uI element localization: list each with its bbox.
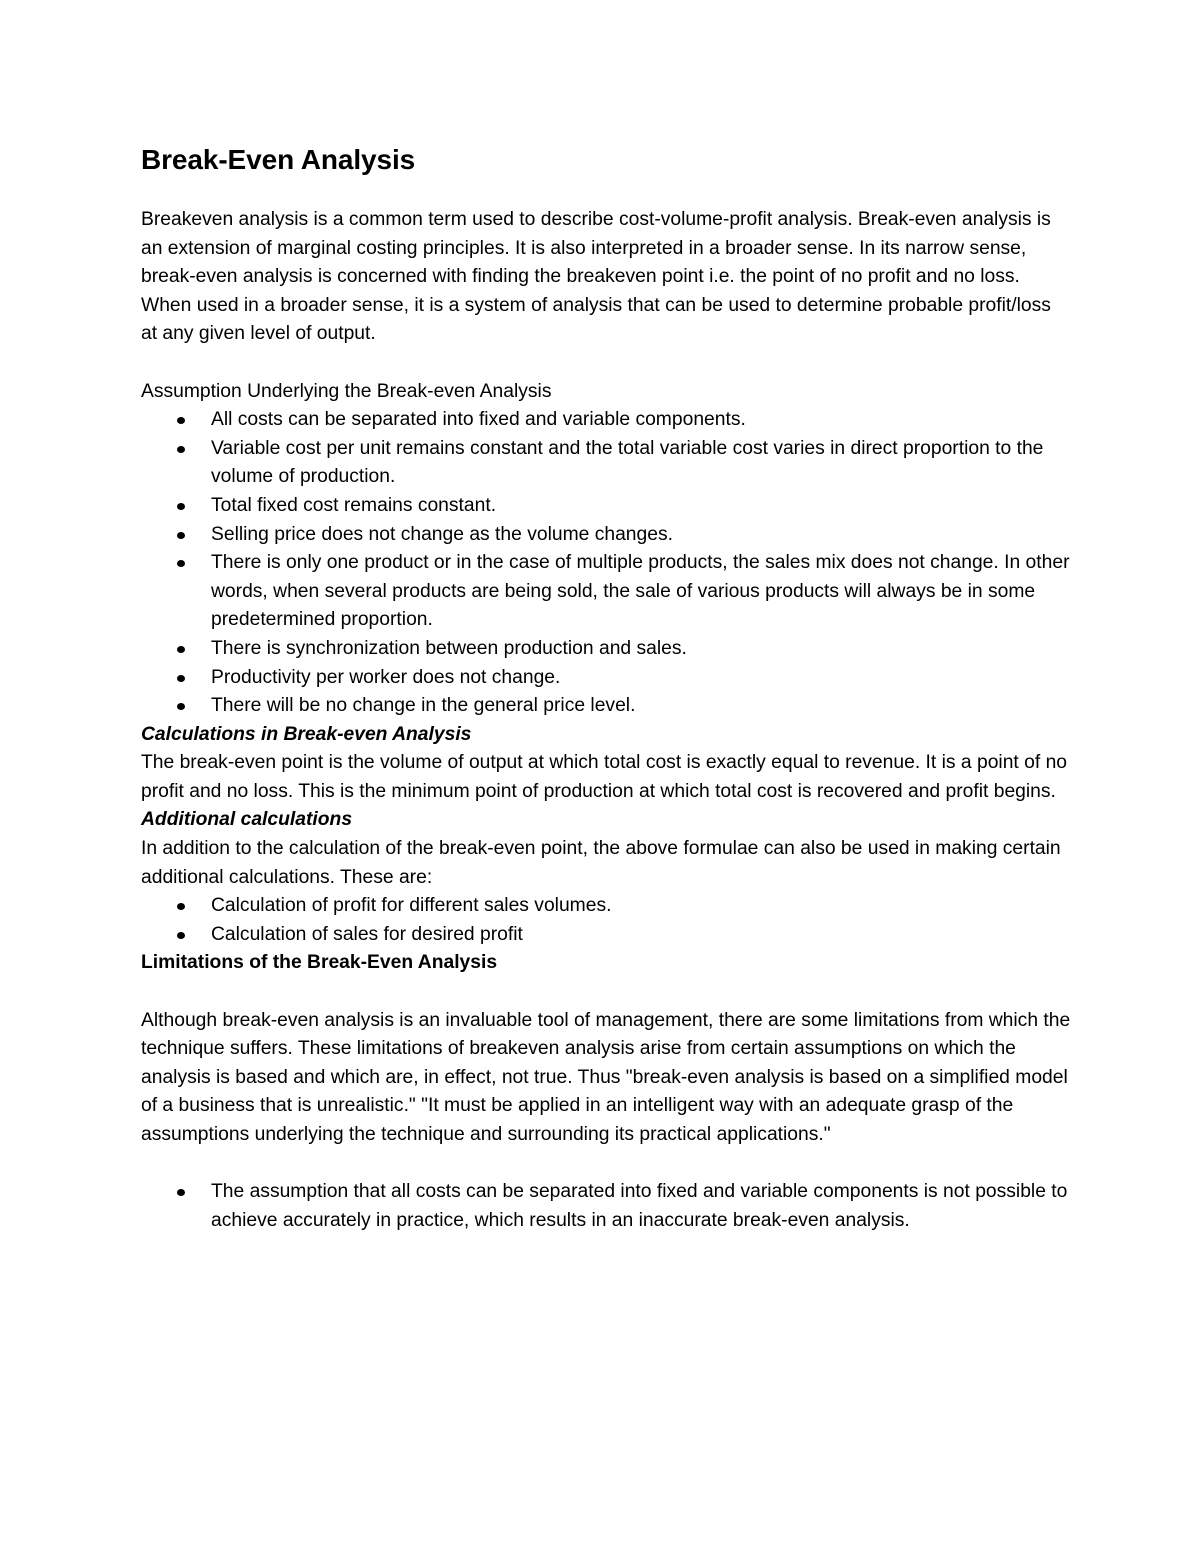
list-item <box>211 435 1071 492</box>
list-item <box>211 692 1071 721</box>
page-title: Break-Even Analysis <box>141 144 416 175</box>
list-item <box>211 492 1071 521</box>
list-item <box>211 1178 1071 1235</box>
list-item-text: Productivity per worker does not change. <box>211 666 561 688</box>
additional-list <box>141 892 1071 949</box>
bullet-icon <box>177 675 185 682</box>
bullet-icon <box>177 1189 185 1196</box>
bullet-icon <box>177 446 185 453</box>
list-item <box>211 892 1071 921</box>
list-item-text: Variable cost per unit remains constant and the total variable cost varies in direct proportion to the volume of production. <box>211 437 1044 488</box>
limitations-heading: Limitations of the Break-Even Analysis <box>141 952 498 974</box>
intro-paragraph: Breakeven analysis is a common term used to describe cost-volume-profit analysis. Break-even analysis is an extension of marginal costing principles. It is also interpreted in a broader sense. In its narrow sense, break-even analysis is concerned with finding the breakeven point i.e. the point of no profit and no loss. When used in a broader sense, it is a system of analysis that can be used to determine probable profit/loss at any given level of output. <box>141 209 1051 345</box>
list-item-text: All costs can be separated into fixed and variable components. <box>211 409 746 431</box>
list-item-text: The assumption that all costs can be separated into fixed and variable components is not possible to achieve accurately in practice, which results in an inaccurate break-even analysis. <box>211 1181 1068 1231</box>
document-page <box>141 138 1071 1235</box>
list-item-text: There is synchronization between production and sales. <box>211 637 687 659</box>
list-item-text: There will be no change in the general price level. <box>211 695 636 717</box>
list-item <box>211 549 1071 635</box>
additional-heading: Additional calculations <box>141 809 353 831</box>
list-item <box>211 635 1071 664</box>
list-item <box>211 521 1071 550</box>
bullet-icon <box>177 417 185 424</box>
list-item-text: Total fixed cost remains constant. <box>211 494 497 516</box>
bullet-icon <box>177 503 185 510</box>
calculations-heading: Calculations in Break-even Analysis <box>141 723 472 745</box>
bullet-icon <box>177 932 185 939</box>
limitations-paragraph: Although break-even analysis is an invaluable tool of management, there are some limitations from which the technique suffers. These limitations of breakeven analysis arise from certain assumptions on which the analysis is based and which are, in effect, not true. Thus "break-even analysis is based on a simplified model of a business that is unrealistic." "It must be applied in an intelligent way with an adequate grasp of the assumptions underlying the technique and surrounding its practical applications." <box>141 1009 1071 1145</box>
bullet-icon <box>177 560 185 567</box>
assumptions-heading: Assumption Underlying the Break-even Analysis <box>141 380 552 402</box>
list-item-text: Calculation of sales for desired profit <box>211 923 523 945</box>
assumptions-list <box>141 406 1071 721</box>
bullet-icon <box>177 703 185 710</box>
list-item <box>211 406 1071 435</box>
list-item-text: Selling price does not change as the volume changes. <box>211 523 673 545</box>
list-item <box>211 921 1071 950</box>
list-item-text: Calculation of profit for different sales volumes. <box>211 895 612 917</box>
calculations-paragraph: The break-even point is the volume of output at which total cost is exactly equal to revenue. It is a point of no profit and no loss. This is the minimum point of production at which total cost is recovered and profit begins. <box>141 752 1068 802</box>
list-item <box>211 664 1071 693</box>
list-item-text: There is only one product or in the case of multiple products, the sales mix does not change. In other words, when several products are being sold, the sale of various products will always be in some predetermined proportion. <box>211 552 1070 631</box>
bullet-icon <box>177 903 185 910</box>
additional-paragraph: In addition to the calculation of the break-even point, the above formulae can also be used in making certain additional calculations. These are: <box>141 838 1061 888</box>
bullet-icon <box>177 532 185 539</box>
bullet-icon <box>177 646 185 653</box>
limitations-list <box>141 1178 1071 1235</box>
